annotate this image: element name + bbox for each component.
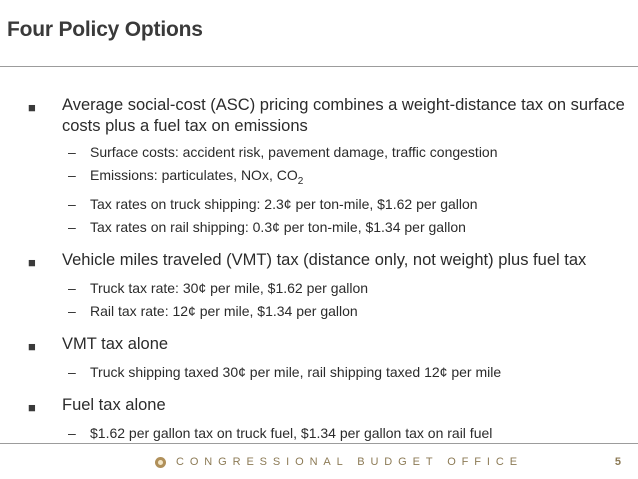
- sub-item: [68, 277, 628, 300]
- bullet-text: VMT tax alone: [62, 334, 169, 353]
- title-divider: [0, 66, 638, 67]
- bullet-text: Average social-cost (ASC) pricing combines a weight-distance tax on surface costs plus a fuel tax on emissions: [62, 96, 625, 135]
- sub-item-text: Emissions: particulates, NOx, $CO_2$: [90, 167, 304, 187]
- dash-icon: –: [68, 144, 76, 160]
- bullet-text: Vehicle miles traveled (VMT) tax (distance only, not weight) plus fuel tax: [62, 250, 587, 269]
- sub-item-text: Truck tax rate: 30¢ per mile, $1.62 per gallon: [90, 279, 369, 296]
- dash-icon: –: [68, 167, 76, 183]
- bullet-square-icon: ■: [28, 100, 36, 115]
- bullet-square-icon: ■: [28, 338, 36, 354]
- sub-item: [68, 164, 628, 193]
- slide-content: [28, 95, 628, 456]
- cbo-seal-icon: [155, 457, 166, 468]
- sub-list: [68, 277, 628, 323]
- sub-item: [68, 422, 628, 445]
- sub-list: [68, 141, 628, 239]
- bullet-text: Fuel tax alone: [62, 395, 166, 414]
- sub-item-text: Truck shipping taxed 30¢ per mile, rail shipping taxed 12¢ per mile: [90, 363, 502, 380]
- footer-divider: [0, 443, 638, 444]
- sub-item-text: $1.62 per gallon tax on truck fuel, $1.34 per gallon tax on rail fuel: [90, 424, 493, 441]
- sub-item-text: Surface costs: accident risk, pavement damage, traffic congestion: [90, 144, 498, 160]
- dash-icon: –: [68, 424, 76, 441]
- footer-organization: CONGRESSIONAL BUDGET OFFICE: [176, 456, 523, 468]
- sub-item-text: Rail tax rate: 12¢ per mile, $1.34 per gallon: [90, 302, 358, 319]
- sub-item-text: Tax rates on rail shipping: 0.3¢ per ton-mile, $1.34 per gallon: [90, 218, 466, 235]
- dash-icon: –: [68, 302, 76, 319]
- dash-icon: –: [68, 195, 76, 212]
- dash-icon: –: [68, 363, 76, 380]
- bullet-square-icon: ■: [28, 254, 36, 270]
- sub-item: [68, 300, 628, 323]
- dash-icon: –: [68, 279, 76, 296]
- dash-icon: –: [68, 218, 76, 235]
- bullet-item: [28, 395, 628, 418]
- bullet-item: [28, 95, 628, 137]
- sub-list: [68, 422, 628, 445]
- sub-item: [68, 193, 628, 216]
- footer: [155, 456, 523, 468]
- bullet-item: [28, 334, 628, 357]
- bullet-square-icon: ■: [28, 399, 36, 415]
- slide-title: Four Policy Options: [7, 18, 203, 41]
- sub-item: [68, 141, 628, 164]
- sub-item-text: Tax rates on truck shipping: 2.3¢ per ton-mile, $1.62 per gallon: [90, 195, 478, 212]
- bullet-item: [28, 250, 628, 273]
- page-number: 5: [614, 456, 621, 468]
- sub-item: [68, 216, 628, 239]
- sub-item: [68, 361, 628, 384]
- sub-list: [68, 361, 628, 384]
